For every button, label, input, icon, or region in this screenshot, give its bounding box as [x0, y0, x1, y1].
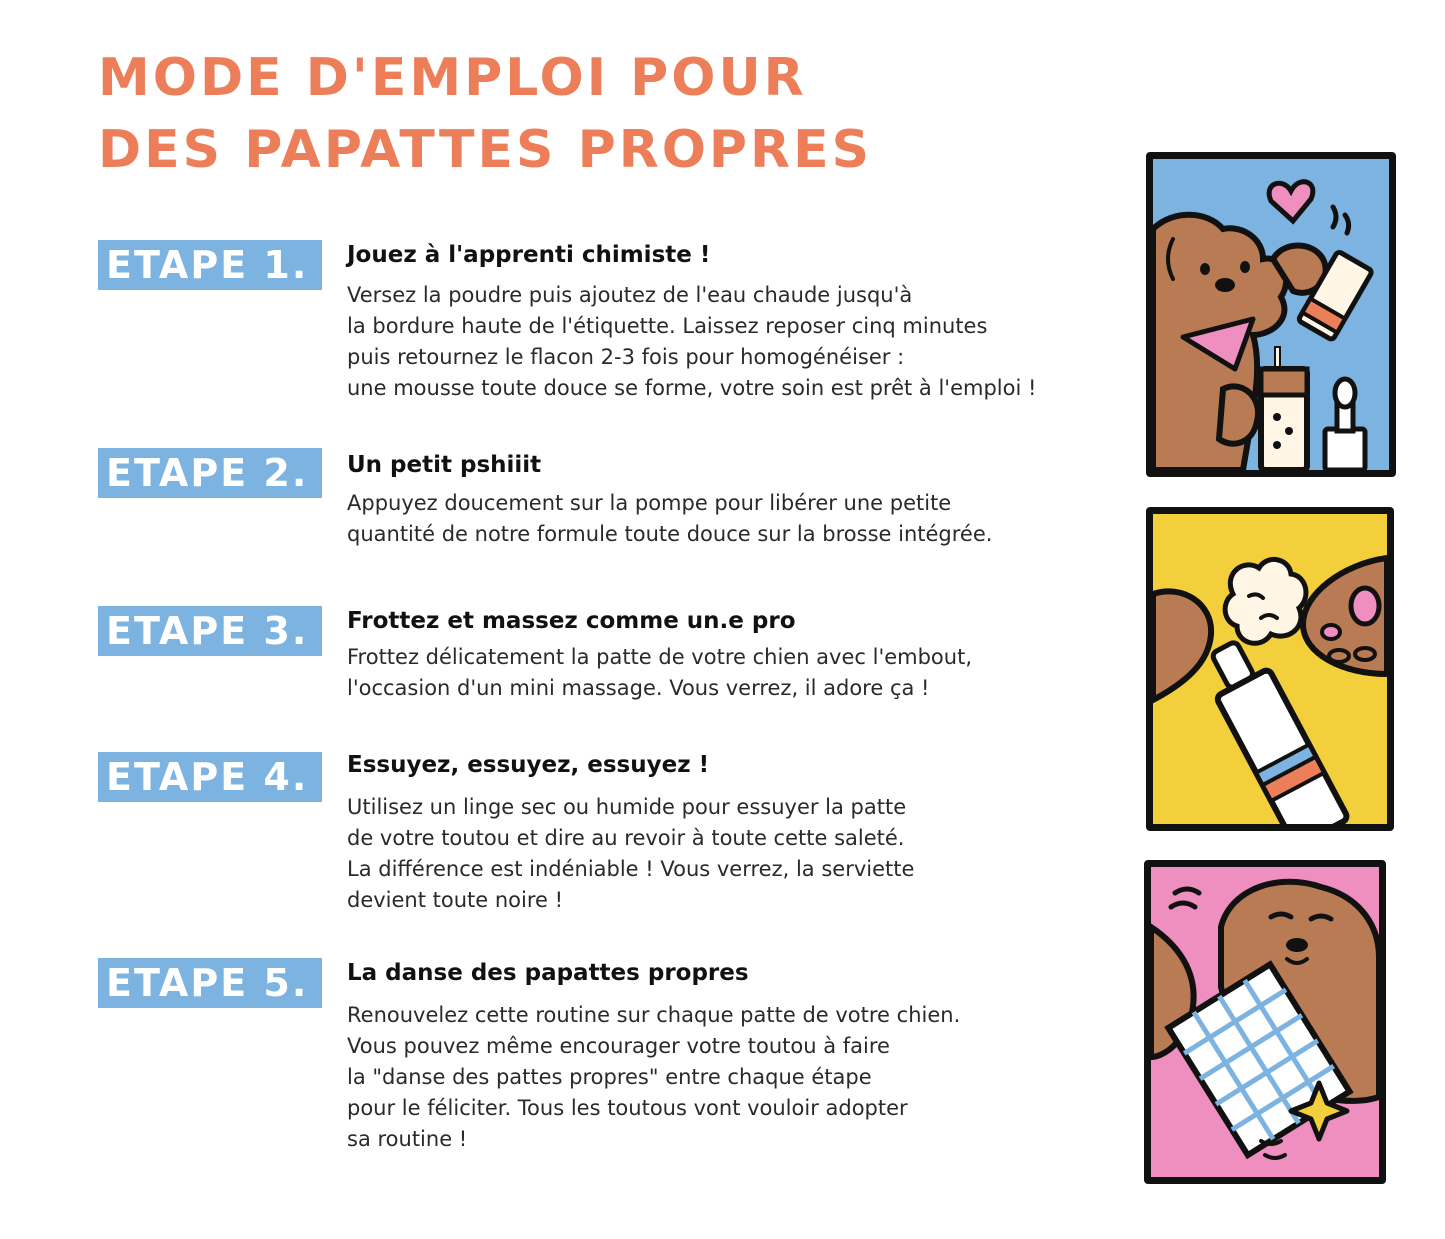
step-1-line: puis retournez le flacon 2-3 fois pour homogénéiser :	[347, 345, 905, 369]
step-2-text	[347, 488, 992, 550]
step-4-line: La différence est indéniable ! Vous verrez, la serviette	[347, 857, 915, 881]
step-3-text	[347, 642, 972, 704]
step-4-line: Utilisez un linge sec ou humide pour essuyer la patte	[347, 795, 907, 819]
step-1-line: une mousse toute douce se forme, votre soin est prêt à l'emploi !	[347, 376, 1037, 400]
page-title-line-2: DES PAPATTES PROPRES	[98, 120, 873, 180]
paw-brush-illustration	[1146, 507, 1394, 831]
step-3-badge: ETAPE 3.	[98, 606, 322, 656]
step-2-line: Appuyez doucement sur la pompe pour libérer une petite	[347, 491, 952, 515]
step-5-title: La danse des papattes propres	[347, 960, 749, 986]
step-5-line: la "danse des pattes propres" entre chaque étape	[347, 1065, 872, 1089]
dog-mixing-bottle-illustration	[1146, 152, 1396, 477]
step-1-title: Jouez à l'apprenti chimiste !	[347, 242, 711, 268]
step-5-line: Vous pouvez même encourager votre toutou à faire	[347, 1034, 890, 1058]
step-4-line: devient toute noire !	[347, 888, 564, 912]
step-4-title: Essuyez, essuyez, essuyez !	[347, 752, 710, 778]
step-5-line: pour le féliciter. Tous les toutous vont vouloir adopter	[347, 1096, 908, 1120]
step-1-line: Versez la poudre puis ajoutez de l'eau chaude jusqu'à	[347, 283, 913, 307]
step-5-line: Renouvelez cette routine sur chaque patte de votre chien.	[347, 1003, 961, 1027]
step-2-badge: ETAPE 2.	[98, 448, 322, 498]
step-4-badge: ETAPE 4.	[98, 752, 322, 802]
step-1-text	[347, 280, 1036, 404]
page-title-line-1: MODE D'EMPLOI POUR	[98, 48, 807, 108]
step-5-badge: ETAPE 5.	[98, 958, 322, 1008]
step-1-line: la bordure haute de l'étiquette. Laissez reposer cinq minutes	[347, 314, 988, 338]
step-2-line: quantité de notre formule toute douce sur la brosse intégrée.	[347, 522, 993, 546]
dog-towel-illustration	[1144, 860, 1386, 1184]
step-1-badge: ETAPE 1.	[98, 240, 322, 290]
page-title	[98, 42, 872, 186]
heart-icon	[1269, 182, 1313, 221]
step-3-line: l'occasion d'un mini massage. Vous verrez, il adore ça !	[347, 676, 930, 700]
step-2-title: Un petit pshiiit	[347, 452, 542, 478]
step-5-line: sa routine !	[347, 1127, 468, 1151]
step-5-text	[347, 1000, 960, 1155]
step-3-line: Frottez délicatement la patte de votre chien avec l'embout,	[347, 645, 972, 669]
step-4-line: de votre toutou et dire au revoir à toute cette saleté.	[347, 826, 905, 850]
step-3-title: Frottez et massez comme un.e pro	[347, 608, 796, 634]
step-4-text	[347, 792, 914, 916]
